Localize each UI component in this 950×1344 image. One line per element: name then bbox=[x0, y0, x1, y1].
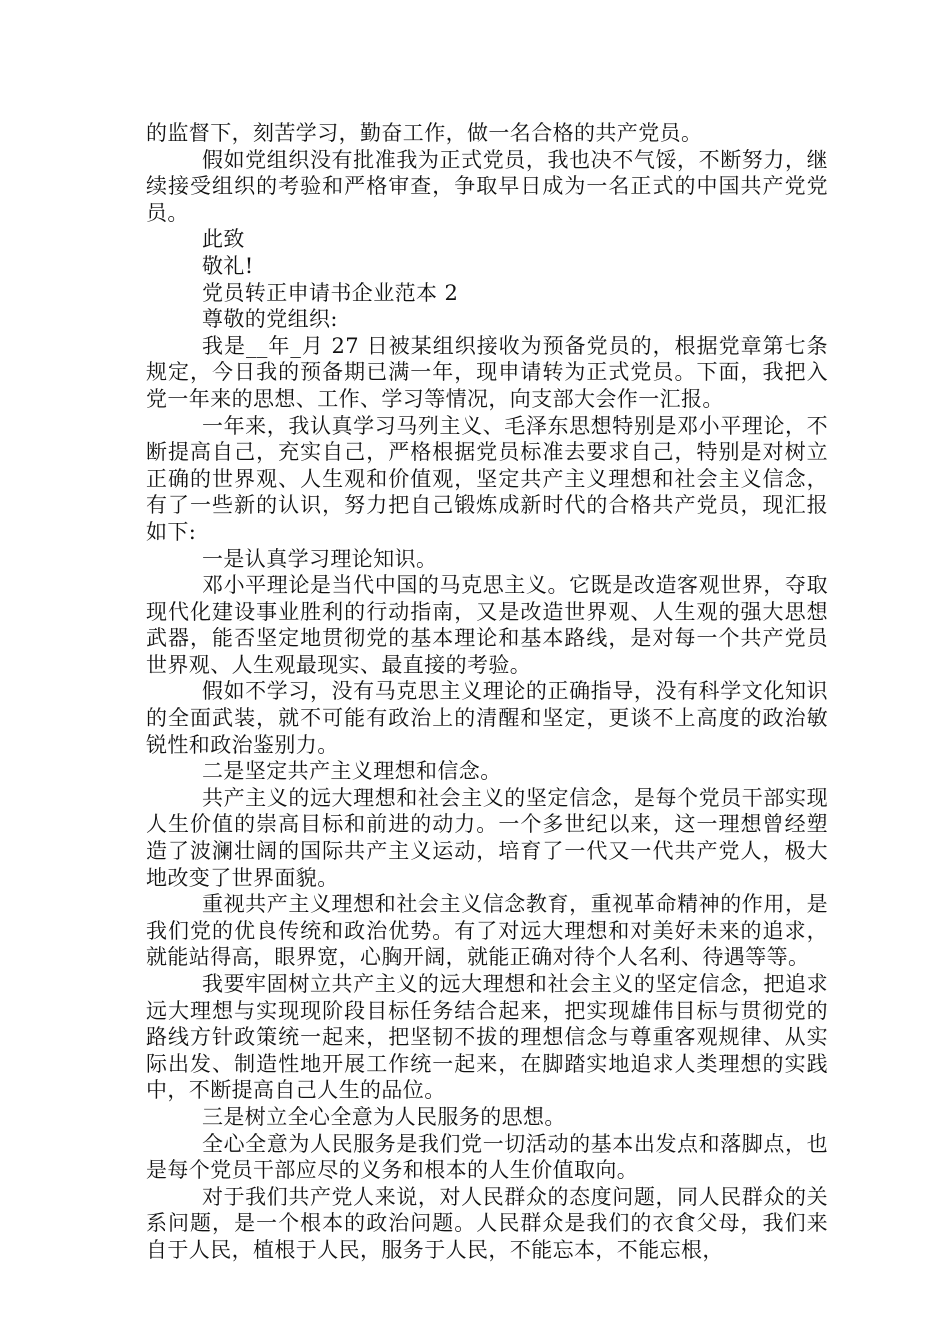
paragraph: 全心全意为人民服务是我们党一切活动的基本出发点和落脚点，也是每个党员干部应尽的义务和根本的人生价值取向。 bbox=[146, 1131, 828, 1183]
paragraph: 一年来，我认真学习马列主义、毛泽东思想特别是邓小平理论，不断提高自己，充实自己，严格根据党员标准去要求自己，特别是对树立正确的世界观、人生观和价值观，坚定共产主义理想和社会主义信念，有了一些新的认识，努力把自己锻炼成新时代的合格共产党员，现汇报如下: bbox=[146, 413, 828, 544]
paragraph: 党员转正申请书企业范本 2 bbox=[202, 280, 459, 305]
paragraph: 一是认真学习理论知识。 bbox=[202, 546, 438, 571]
paragraph: 的监督下，刻苦学习，勤奋工作，做一名合格的共产党员。 bbox=[146, 121, 703, 145]
paragraph: 对于我们共产党人来说，对人民群众的态度问题，同人民群众的关系问题，是一个根本的政治问题。人民群众是我们的衣食父母，我们来自于人民，植根于人民，服务于人民，不能忘本，不能忘根， bbox=[146, 1184, 828, 1262]
paragraph: 二是坚定共产主义理想和信念。 bbox=[202, 759, 502, 784]
paragraph: 敬礼! bbox=[202, 253, 254, 278]
paragraph: 共产主义的远大理想和社会主义的坚定信念，是每个党员干部实现人生价值的崇高目标和前进的动力。一个多世纪以来，这一理想曾经塑造了波澜壮阔的国际共产主义运动，培育了一代又一代共产党人，极大地改变了世界面貌。 bbox=[146, 785, 828, 890]
paragraph: 我要牢固树立共产主义的远大理想和社会主义的坚定信念，把追求远大理想与实现现阶段目标任务结合起来，把实现雄伟目标与贯彻党的路线方针政策统一起来，把坚韧不拔的理想信念与尊重客观规律、从实际出发、制造性地开展工作统一起来，在脚踏实地追求人类理想的实践中，不断提高自己人生的品位。 bbox=[146, 972, 828, 1103]
paragraph: 尊敬的党组织: bbox=[202, 307, 338, 332]
paragraph: 此致 bbox=[202, 227, 245, 252]
paragraph: 三是树立全心全意为人民服务的思想。 bbox=[202, 1104, 566, 1129]
paragraph: 我是__年_月 27 日被某组织接收为预备党员的，根据党章第七条规定，今日我的预备期已满一年，现申请转为正式党员。下面，我把入党一年来的思想、工作、学习等情况，向支部大会作一汇报。 bbox=[146, 333, 828, 411]
paragraph: 邓小平理论是当代中国的马克思主义。它既是改造客观世界，夺取现代化建设事业胜利的行动指南，又是改造世界观、人生观的强大思想武器，能否坚定地贯彻党的基本理论和基本路线，是对每一个共产党员世界观、人生观最现实、最直接的考验。 bbox=[146, 573, 828, 677]
paragraph: 假如不学习，没有马克思主义理论的正确指导，没有科学文化知识的全面武装，就不可能有政治上的清醒和坚定，更谈不上高度的政治敏锐性和政治鉴别力。 bbox=[146, 679, 828, 757]
paragraph: 重视共产主义理想和社会主义信念教育，重视革命精神的作用，是我们党的优良传统和政治优势。有了对远大理想和对美好未来的追求，就能站得高，眼界宽，心胸开阔，就能正确对待个人名利、待遇等等。 bbox=[146, 892, 828, 970]
document-body bbox=[146, 120, 828, 1264]
paragraph: 假如党组织没有批准我为正式党员，我也决不气馁，不断努力，继续接受组织的考验和严格审查，争取早日成为一名正式的中国共产党党员。 bbox=[146, 147, 828, 225]
